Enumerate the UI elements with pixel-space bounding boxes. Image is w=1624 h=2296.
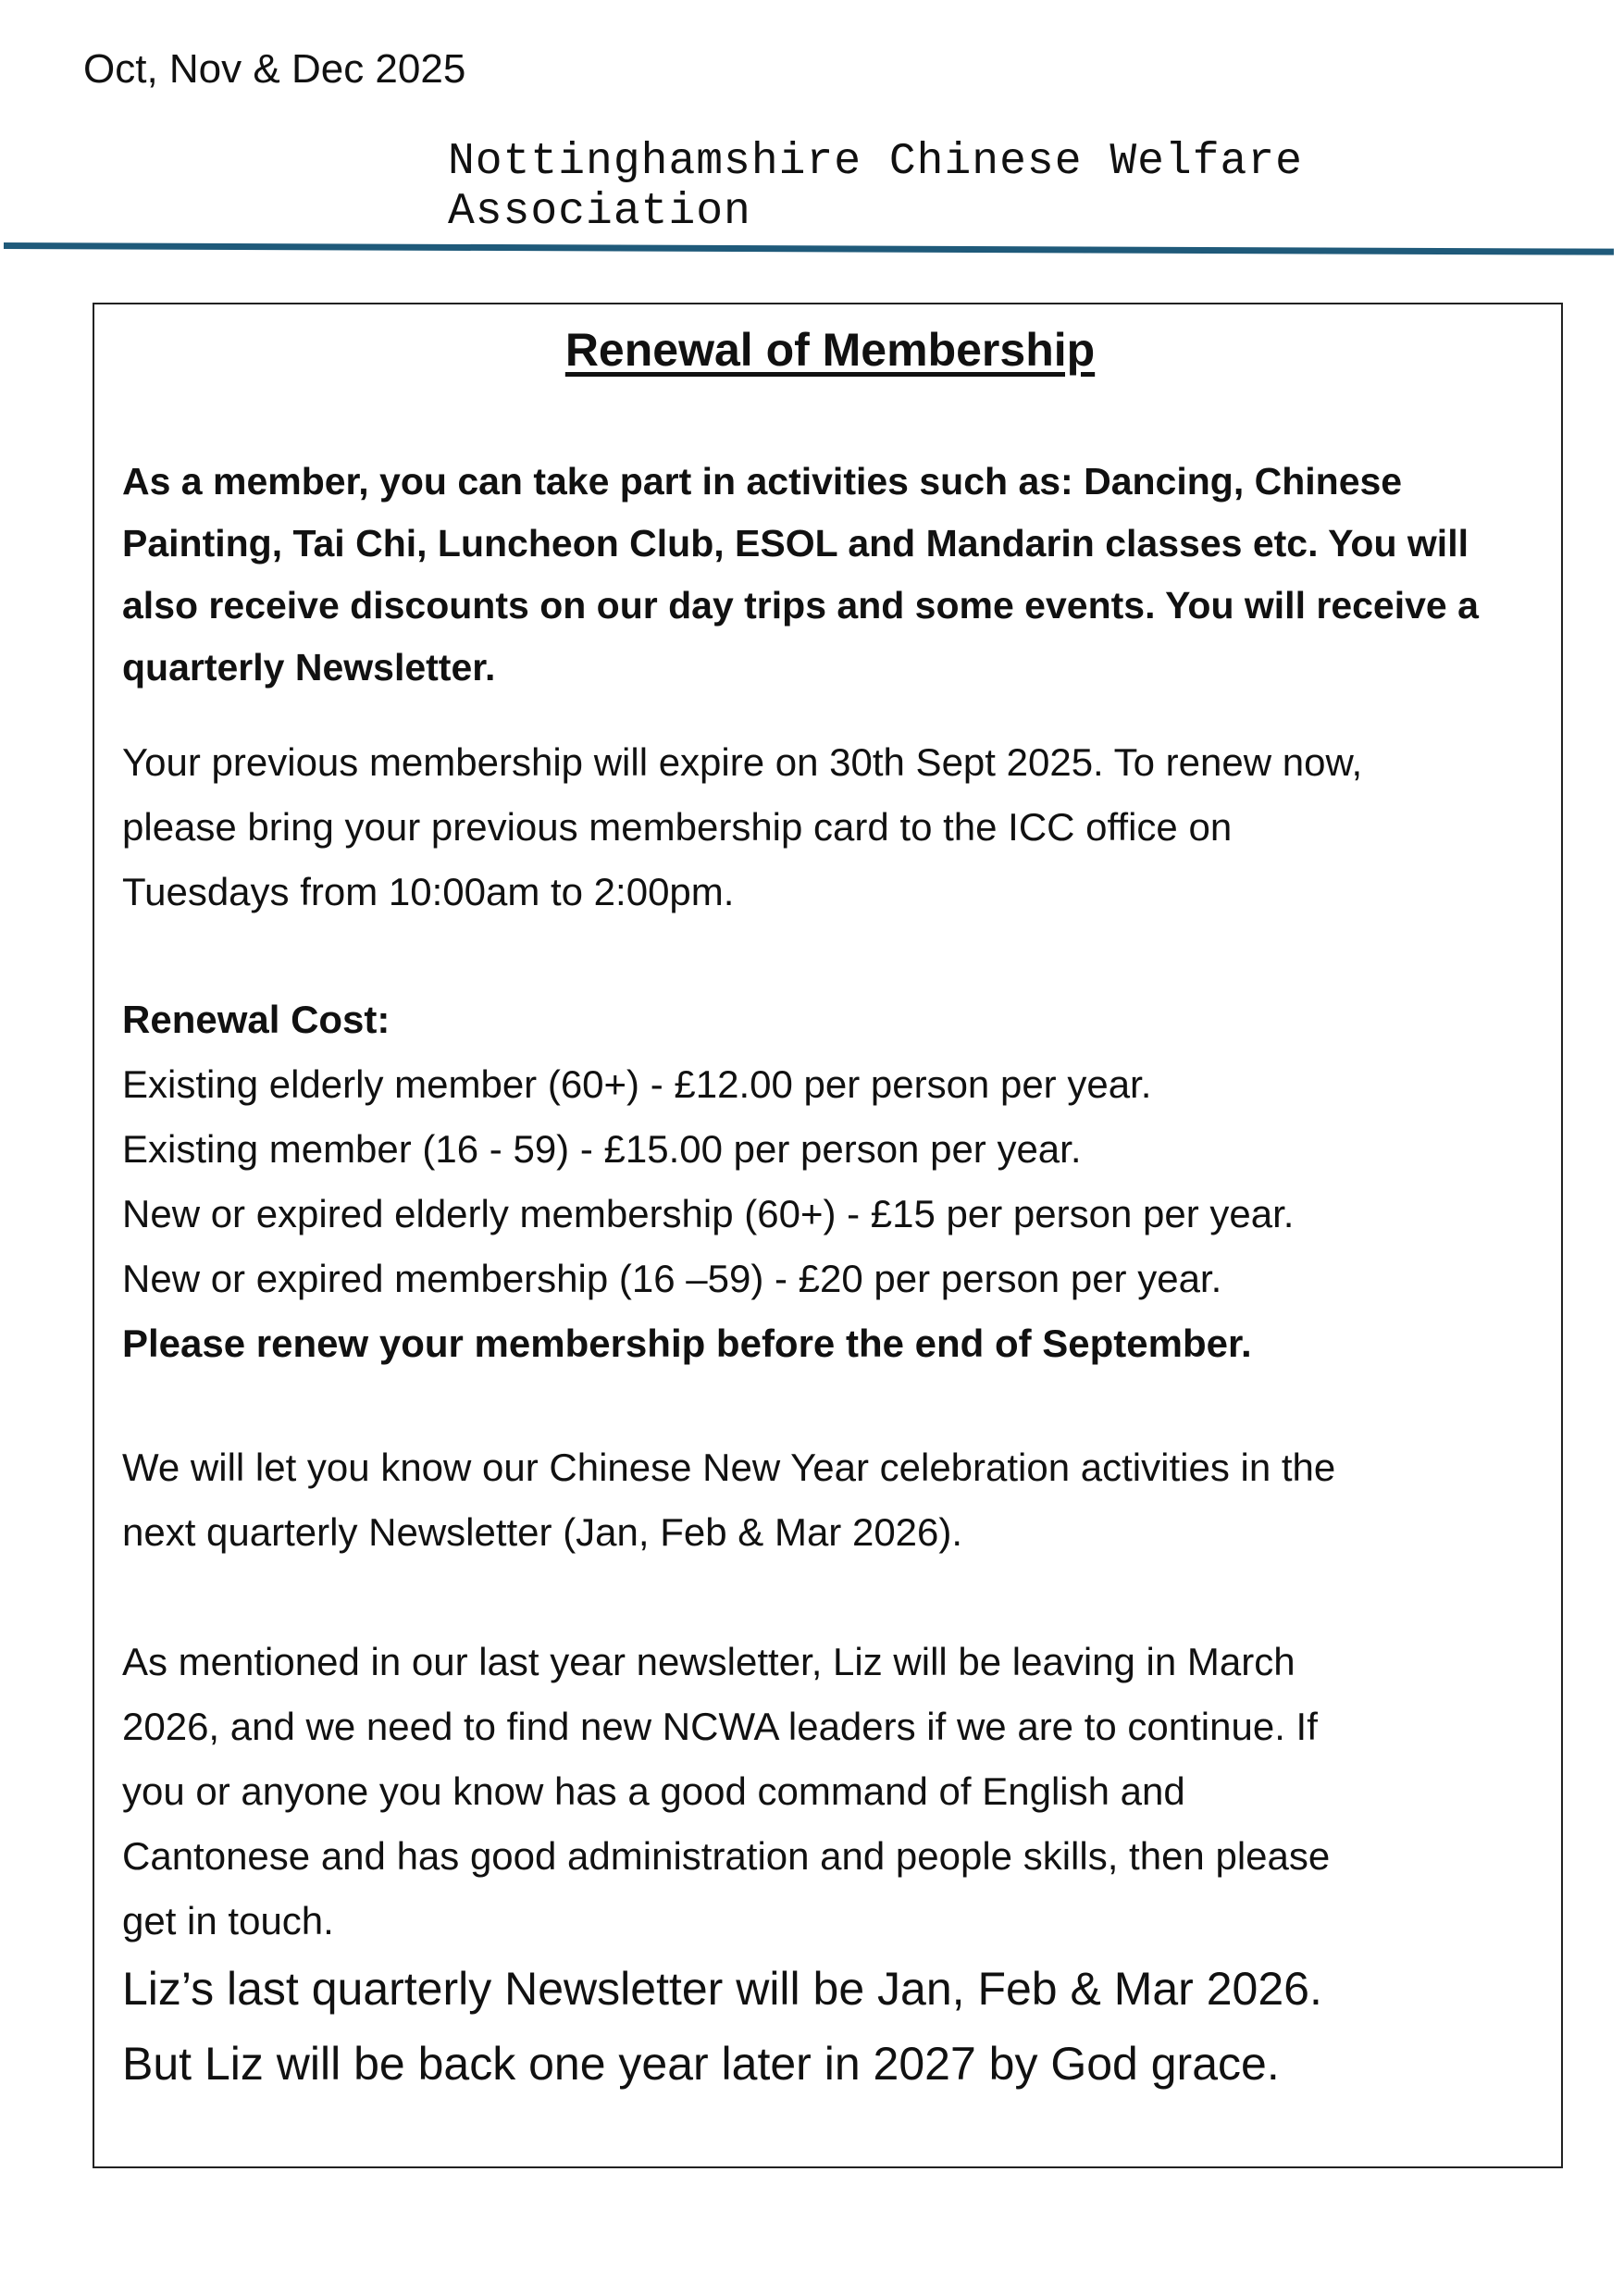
renewal-reminder: Please renew your membership before the end of September. (122, 1322, 1252, 1365)
renewal-cost-section (122, 987, 1566, 1376)
expiry-line: Your previous membership will expire on 30th Sept 2025. To renew now, (122, 740, 1363, 784)
leaders-line: Cantonese and has good administration and people skills, then please (122, 1834, 1331, 1878)
cost-item: Existing elderly member (60+) - £12.00 per person per year. (122, 1062, 1152, 1106)
membership-benefits: As a member, you can take part in activities such as: Dancing, Chinese Painting, Tai Chi, Luncheon Club, ESOL and Mandarin classes etc. You will also receive discounts on our day trips and some events. You will receive a quarterly Newsletter. (122, 460, 1479, 689)
leaders-line: you or anyone you know has a good command of English and (122, 1769, 1185, 1813)
expiry-line: please bring your previous membership card to the ICC office on (122, 805, 1233, 849)
closing-line: Liz’s last quarterly Newsletter will be Jan, Feb & Mar 2026. (122, 1963, 1322, 2015)
header-divider (4, 242, 1614, 255)
new-year-line: We will let you know our Chinese New Year celebration activities in the (122, 1446, 1336, 1489)
leaders-paragraph (122, 1630, 1566, 1954)
new-year-line: next quarterly Newsletter (Jan, Feb & Mar 2026). (122, 1510, 963, 1554)
cost-item: New or expired elderly membership (60+) - £15 per person per year. (122, 1192, 1295, 1235)
renewal-cost-heading: Renewal Cost: (122, 998, 391, 1041)
new-year-paragraph (122, 1435, 1566, 1565)
closing-line: But Liz will be back one year later in 2027 by God grace. (122, 2038, 1280, 2090)
leaders-line: get in touch. (122, 1899, 334, 1942)
membership-notice-box (93, 303, 1563, 2168)
closing-paragraph (122, 1952, 1566, 2102)
leaders-line: 2026, and we need to find new NCWA leaders if we are to continue. If (122, 1705, 1318, 1748)
expiry-paragraph (122, 730, 1566, 925)
cost-item: New or expired membership (16 –59) - £20 per person per year. (122, 1257, 1222, 1300)
organisation-name: Nottinghamshire Chinese Welfare Association (448, 137, 1303, 237)
leaders-line: As mentioned in our last year newsletter, Liz will be leaving in March (122, 1640, 1295, 1683)
expiry-line: Tuesdays from 10:00am to 2:00pm. (122, 870, 735, 913)
newsletter-date: Oct, Nov & Dec 2025 (83, 46, 466, 92)
cost-item: Existing member (16 - 59) - £15.00 per person per year. (122, 1127, 1082, 1171)
notice-title: Renewal of Membership (564, 324, 1096, 376)
